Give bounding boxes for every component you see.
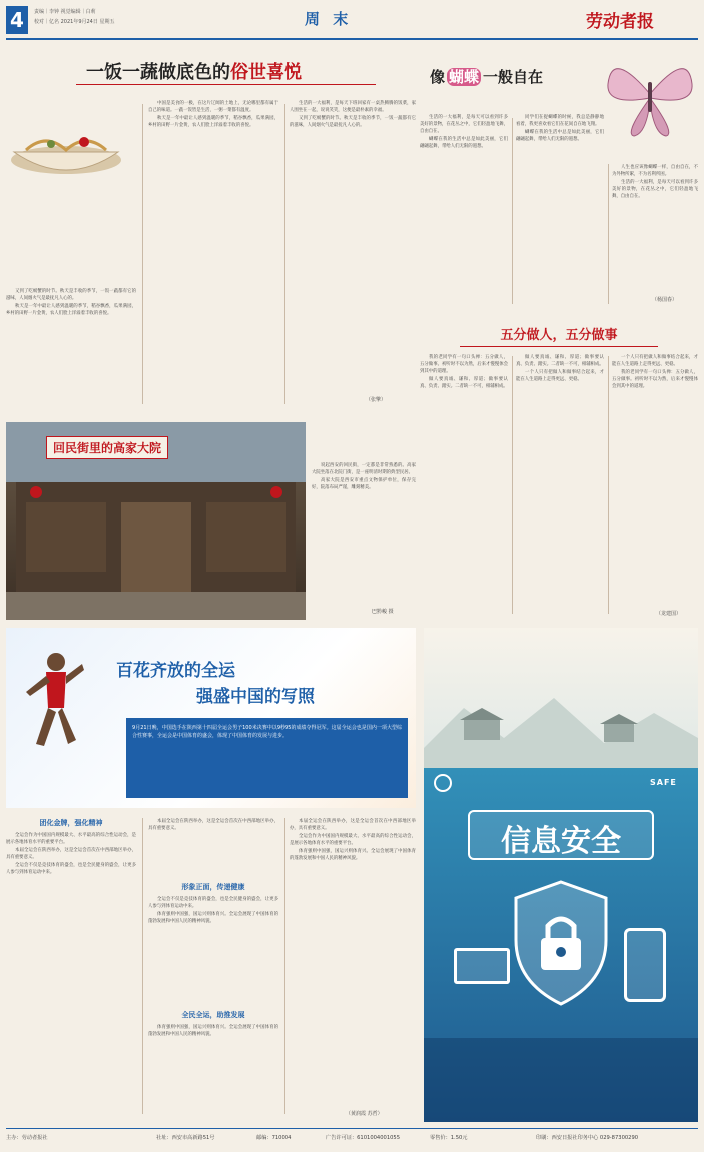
article-five-parts: [420, 320, 698, 620]
article-column-1: [6, 288, 136, 408]
article-headline: [86, 58, 302, 84]
photo-credit: 巴黔峻 摄: [372, 609, 394, 615]
column-divider: [608, 164, 609, 304]
laptop-device-icon: [454, 948, 510, 984]
headline-black-part: 一饭一蔬做底色的: [86, 62, 230, 83]
article-paragraph: 体育强则中国强，国运兴则体育兴。全运会展现了中国体育的蓬勃发展和中国人民的精神风貌。: [290, 849, 416, 862]
article-author: （龙建国）: [656, 611, 682, 617]
article-worldly-joy: [6, 44, 416, 416]
article-paragraph: 一个人只有把做人和做事结合起来，才能在人生道路上走得更远、更稳。: [516, 370, 604, 383]
article-paragraph: 生活的一大福利，是每天下班回家有一桌热腾腾的饭菜，家人围坐在一起，说说笑笑，这便是最朴素的幸福。: [290, 101, 416, 114]
article-column-2: [516, 354, 604, 616]
article-paragraph: 秋天是一年中最让人感到温暖的季节，稻谷飘香，瓜果满园，乡村的田野一片金黄，农人们脸上洋溢着丰收的喜悦。: [148, 116, 278, 129]
article-column-1: [6, 832, 136, 1118]
article-column-2c: [148, 1024, 278, 1116]
page-number-box: 4: [6, 6, 28, 34]
article-paragraph: 做人要真诚、谦和、厚道；做事要认真、负责、踏实。二者缺一不可，相辅相成。: [516, 355, 604, 368]
lead-text: 9月21日晚，中国选手在陕西第十四届全运会男子100米决赛中以9秒95的成绩夺得冠军。这届全运会也是国内一项大型综合性赛事，全运会是中国体育的盛会，体现了中国体育的发展与进步。: [132, 725, 402, 739]
article-column-3: [612, 354, 698, 606]
headline-underline: [460, 346, 658, 347]
safe-label: SAFE: [650, 778, 677, 787]
article-paragraph: 蝴蝶在我的生活中总是如此美丽，它们翩翩起舞，带给人们无限的遐想。: [516, 130, 604, 143]
headline-underline: [76, 84, 376, 85]
article-column-1: [420, 114, 508, 304]
article-paragraph: 高家大院是西安市重点文物保护单位，保存完好，院落布局严谨，雕刻精美。: [312, 478, 416, 491]
column-divider: [142, 104, 143, 404]
article-paragraph: 全运会作为中国国内规模最大、水平最高的综合性运动会，是展示各地体育水平的重要平台。: [290, 834, 416, 847]
article-paragraph: 我的老同学有一句口头禅：五分做人，五分做事。初听时不以为然，后来才慢慢体会到其中的道理。: [612, 370, 698, 390]
article-column-3: [290, 818, 416, 1108]
noodle-illustration: [6, 92, 136, 182]
article-column-3: [612, 164, 698, 304]
article-headline: [430, 66, 543, 87]
feature-headline-line-2: 强盛中国的写照: [196, 687, 315, 707]
article-author: （杨国春）: [652, 297, 678, 303]
photo-article-text: [312, 462, 416, 602]
headline-pink-part: 蝴蝶: [449, 68, 480, 86]
editor-line: 责编｜李钟 视觉编辑｜白莉: [34, 9, 96, 15]
article-paragraph: 做人要真诚、谦和、厚道；做事要认真、负责、踏实。二者缺一不可，相辅相成。: [420, 377, 508, 390]
article-paragraph: 中国是美食的一极，在这片辽阔的土地上，无论哪里都有属于自己的味道。一蔬一饭皆是生活，一粥一菜都有温度。: [148, 101, 278, 114]
article-paragraph: 全运会不仅是竞技体育的盛会，也是全民健身的盛会，让更多人参与到体育运动中来。: [6, 863, 136, 876]
article-paragraph: 一个人只有把做人和做事结合起来，才能在人生道路上走得更远、更稳。: [612, 355, 698, 368]
butterfly-illustration: [602, 44, 698, 140]
photo-caption-title: 回民街里的高家大院: [46, 436, 168, 459]
article-paragraph: 生活的一大福利，是每天可以看到许多美好的景物，在花丛之中，它们轻盈地飞舞，自由自在。: [612, 180, 698, 200]
proof-line: 校对｜亿名 2021年9月24日 星期五: [34, 19, 115, 25]
section-title: 周 末: [305, 10, 353, 28]
article-column-1: [420, 354, 508, 616]
article-column-2: [148, 100, 278, 400]
article-butterfly: [420, 44, 698, 314]
page-header: [0, 0, 704, 40]
poster-floor: [424, 1038, 698, 1122]
article-paragraph: 蝴蝶在我的生活中总是如此美丽，它们翩翩起舞，带给人们无限的遐想。: [420, 137, 508, 150]
article-author: （黄润霞 苏哲）: [346, 1111, 383, 1117]
subhead-2: 形象正面，传递健康: [181, 883, 245, 891]
article-paragraph: 同学们在捉蝴蝶的时候，我总是静静地看着，我更喜欢看它们在花间自在地飞翔。: [516, 115, 604, 128]
article-paragraph: 生活的一大福利，是每天可以看到许多美好的景物，在花丛之中，它们轻盈地飞舞，自由自在。: [420, 115, 508, 135]
article-paragraph: 本届全运会在陕西举办，这是全运会首次在中西部地区举办，具有重要意义。: [148, 819, 278, 832]
column-divider: [608, 356, 609, 614]
article-paragraph: 说起西安的回民街，一定都是非常熟悉的。高家大院坐落在北院门街，是一座明清时期的典型民居。: [312, 463, 416, 476]
headline-red-part: 俗世喜悦: [230, 62, 302, 83]
landscape-sketch: [424, 628, 698, 768]
footer-price: 零售价：1.50元: [430, 1135, 468, 1141]
subhead-3: 全民全运，助推发展: [181, 1011, 245, 1019]
page-footer: [6, 1132, 698, 1146]
column-divider: [512, 356, 513, 614]
phone-device-icon: [624, 928, 666, 1002]
article-paragraph: 秋天是一年中最让人感到温暖的季节，稻谷飘香，瓜果满园，乡村的田野一片金黄，农人们脸上洋溢着丰收的喜悦。: [6, 304, 136, 317]
article-paragraph: 体育强则中国强，国运兴则体育兴。全运会展现了中国体育的蓬勃发展和中国人民的精神风貌。: [148, 912, 278, 925]
article-paragraph: 又到了吃螃蟹的时节。秋天是丰收的季节，一饭一蔬都有它的滋味，人间烟火气是最抚凡人心的。: [290, 116, 416, 129]
lead-box: [126, 718, 408, 798]
article-column-3: [290, 100, 416, 396]
shield-lock-icon: [506, 878, 616, 1008]
footer-printer: 印刷：西安日报社印务中心 029-87300290: [536, 1135, 639, 1141]
article-author: （张擎）: [366, 397, 387, 403]
header-rule: [6, 38, 698, 40]
article-paragraph: 人生也应该像蝴蝶一样，自由自在，不为外物所累，不为名利所困。: [612, 165, 698, 178]
article-paragraph: 全运会不仅是竞技体育的盛会，也是全民健身的盛会，让更多人参与到体育运动中来。: [148, 897, 278, 910]
article-national-games: [6, 628, 416, 1122]
column-divider: [284, 104, 285, 404]
article-paragraph: 我的老同学有一句口头禅：五分做人，五分做事。初听时不以为然，后来才慢慢体会到其中的道理。: [420, 355, 508, 375]
footer-org: 主办：劳动者报社: [6, 1135, 48, 1141]
article-paragraph: 体育强则中国强，国运兴则体育兴。全运会展现了中国体育的蓬勃发展和中国人民的精神风貌。: [148, 1025, 278, 1038]
column-divider: [284, 818, 285, 1114]
article-column-2: [516, 114, 604, 304]
column-divider: [142, 818, 143, 1114]
article-paragraph: 本届全运会在陕西举办，这是全运会首次在中西部地区举办，具有重要意义。: [290, 819, 416, 832]
feature-headline-line-1: 百花齐放的全运: [116, 661, 235, 681]
poster-logo-icon: [434, 774, 452, 792]
footer-ad-license: 广告许可证：6101004001055: [326, 1135, 401, 1141]
subhead-1: 团化金牌，强化精神: [39, 819, 103, 827]
footer-rule: [6, 1128, 698, 1129]
footer-address: 社址：西安市高新路51号: [156, 1135, 215, 1141]
article-paragraph: 全运会作为中国国内规模最大、水平最高的综合性运动会，是展示各地体育水平的重要平台。: [6, 833, 136, 846]
footer-postcode: 邮编：710004: [256, 1135, 292, 1141]
headline-part: 一般自在: [483, 68, 544, 86]
article-column-2: [148, 818, 278, 878]
photo-feature-gao-courtyard: [6, 422, 416, 620]
poster-title: 信息安全: [501, 824, 621, 859]
column-divider: [512, 118, 513, 304]
newspaper-name: 劳动者报: [586, 12, 654, 32]
article-column-2b: [148, 896, 278, 1004]
article-paragraph: 又到了吃螃蟹的时节。秋天是丰收的季节，一饭一蔬都有它的滋味，人间烟火气是最抚凡人心的。: [6, 289, 136, 302]
article-headline: 五分做人，五分做事: [500, 328, 618, 343]
info-security-poster: [424, 628, 698, 1122]
sprinter-illustration: [18, 648, 88, 758]
headline-part: 像: [430, 68, 446, 86]
article-paragraph: 本届全运会在陕西举办，这是全运会首次在中西部地区举办，具有重要意义。: [6, 848, 136, 861]
